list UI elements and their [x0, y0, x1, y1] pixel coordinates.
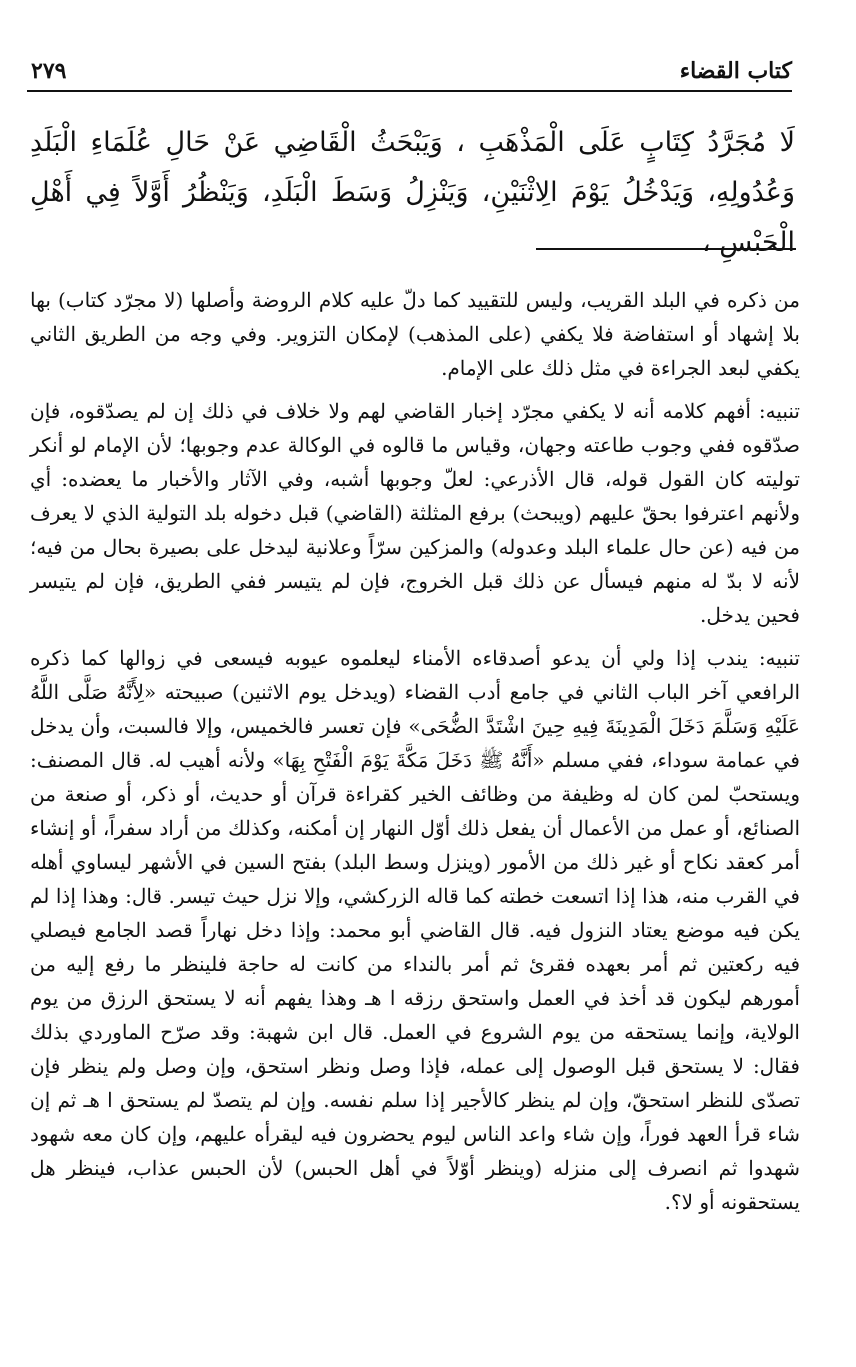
commentary-paragraph: تنبيه: يندب إذا ولي أن يدعو أصدقاءه الأمناء ليعلموه عيوبه فيسعى في زوالها كما ذكره الرافعي آخر الباب الثاني في جامع أدب القضاء (ويدخل يوم الاثنين) صبيحته «لِأَنَّهُ صَلَّى اللَّهُ عَلَيْهِ وَسَلَّمَ دَخَلَ الْمَدِينَةَ فِيهِ حِينَ اشْتَدَّ الضُّحَى» فإن تعسر فالخميس، وإلا فالسبت، وأن يدخل في عمامة سوداء، ففي مسلم «أَنَّهُ ﷺ دَخَلَ مَكَّةَ يَوْمَ الْفَتْحِ بِهَا» ولأنه أهيب له. قال المصنف: ويستحبّ لمن كان له وظيفة من وظائف الخير كقراءة قرآن أو حديث، أو ذكر، أو صنعة من الصنائع، أو عمل من الأعمال أن يفعل ذلك أوّل النهار إن أمكنه، وكذلك من أراد سفراً، أو إنشاء أمر كعقد نكاح أو غير ذلك من الأمور (وينزل وسط البلد) بفتح السين في الأشهر ليساوي أهله في القرب منه، هذا إذا اتسعت خطته كما قاله الزركشي، وإلا نزل حيث تيسر. قال: وهذا إذا لم يكن فيه موضع يعتاد النزول فيه. قال القاضي أبو محمد: وإذا دخل نهاراً قصد الجامع فيصلي فيه ركعتين ثم أمر بعهده فقرئ ثم أمر بالنداء من كانت له حاجة فلينظر ما رفع إليه من أمورهم ليكون قد أخذ في العمل واستحق رزقه ا هـ وهذا يفهم أنه لا يستحق الرزق من يوم الولاية، وإنما يستحقه من يوم الشروع في العمل. قال ابن شهبة: وقد صرّح الماوردي بذلك فقال: لا يستحق قبل الوصول إلى عمله، فإذا وصل ونظر استحق، وإن وصل ولم ينظر فإن تصدّى للنظر استحقّ، وإن لم ينظر كالأجير إذا سلم نفسه. وإن لم يتصدّ لم يستحق ا هـ ثم إن شاء قرأ العهد فوراً، وإن شاء واعد الناس ليوم يحضرون فيه ليقرأه عليهم، وإن كان معه شهود شهدوا ثم انصرف إلى منزله (وينظر أوّلاً في أهل الحبس) لأن الحبس عذاب، فينظر هل يستحقونه أو لا؟.	[30, 646, 801, 1214]
commentary-paragraph: من ذكره في البلد القريب، وليس للتقييد كما دلّ عليه كلام الروضة وأصلها (لا مجرّد كتاب) بها بلا إشهاد أو استفاضة فلا يكفي (على المذهب) لإمكان التزوير. وفي وجه من الطريق الثاني يكفي لبعد الجراءة في مثل ذلك على الإمام.	[30, 288, 800, 380]
commentary	[30, 283, 800, 1219]
main-text: لَا مُجَرَّدُ كِتَابٍ عَلَى الْمَذْهَبِ ، وَيَبْحَثُ الْقَاضِي عَنْ حَالِ عُلَمَاءِ الْبَلَدِ وَعُدُولِهِ، وَيَدْخُلُ يَوْمَ الِاثْنَيْنِ، وَيَنْزِلُ وَسَطَ الْبَلَدِ، وَيَنْظُرُ أَوَّلاً فِي أَهْلِ الْحَبْسِ ،	[30, 127, 795, 258]
commentary-paragraph: تنبيه: أفهم كلامه أنه لا يكفي مجرّد إخبار القاضي لهم ولا خلاف في ذلك إن لم يصدّقوه، فإن صدّقوه ففي وجوب طاعته وجهان، وقياس ما قالوه في الوكالة عدم وجوبها؛ لأن الإمام لو أنكر توليته كان القول قوله، قال الأذرعي: لعلّ وجوبها أشبه، وفي الآثار والأخبار ما يعضده: أي ولأنهم اعترفوا بحقّ عليهم (ويبحث) برفع المثلثة (القاضي) قبل دخوله بلد التولية الذي لا يعرف من فيه (عن حال علماء البلد وعدوله) والمزكين سرّاً وعلانية ليدخل على بصيرة بحال من فيه؛ لأنه لا بدّ له منهم فيسأل عن ذلك قبل الخروج، فإن لم يتيسر ففي الطريق، فإن لم يتيسر فحين يدخل.	[30, 399, 800, 627]
header-title: كتاب القضاء	[679, 58, 792, 84]
page-number: ٢٧٩	[31, 58, 67, 84]
running-header	[27, 50, 792, 92]
footnote-divider	[536, 248, 796, 250]
